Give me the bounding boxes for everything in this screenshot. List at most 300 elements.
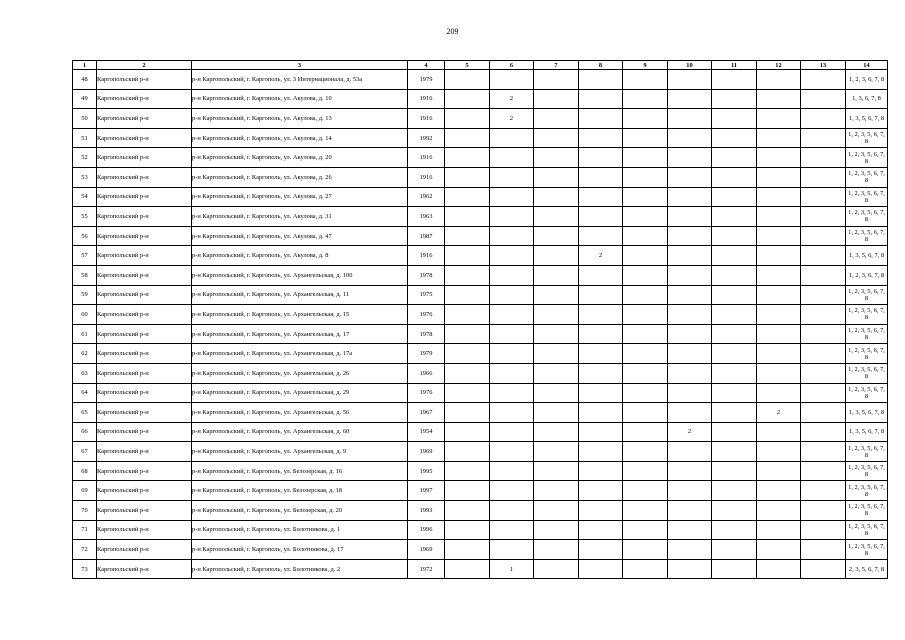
row-number: 66 (73, 422, 97, 442)
address-cell: р-н Каргопольский, г. Каргополь, ул. Архангельская, д. 100 (192, 265, 408, 285)
col13-cell (801, 403, 846, 423)
column-header-9: 9 (623, 61, 668, 70)
col11-cell (712, 70, 757, 90)
col13-cell (801, 559, 846, 579)
col9-cell (623, 70, 668, 90)
table-row (73, 422, 888, 442)
col6-cell (490, 148, 534, 168)
col11-cell (712, 363, 757, 383)
row-number: 52 (73, 148, 97, 168)
col13-cell (801, 109, 846, 129)
table-row (73, 403, 888, 423)
col6-cell (490, 442, 534, 462)
row-number: 65 (73, 403, 97, 423)
col7-cell (534, 403, 579, 423)
col10-cell (668, 324, 712, 344)
col7-cell (534, 481, 579, 501)
col7-cell (534, 167, 579, 187)
district-cell: Каргопольский р-н (97, 89, 192, 109)
codes-cell: 1, 2, 3, 5, 6, 7, 8 (846, 305, 888, 325)
col5-cell (445, 422, 490, 442)
col13-cell (801, 461, 846, 481)
col13-cell (801, 501, 846, 521)
district-cell: Каргопольский р-н (97, 442, 192, 462)
column-header-6: 6 (490, 61, 534, 70)
col10-cell (668, 305, 712, 325)
district-cell: Каргопольский р-н (97, 461, 192, 481)
col9-cell (623, 422, 668, 442)
table-row (73, 148, 888, 168)
col13-cell (801, 246, 846, 266)
year-cell: 1979 (408, 344, 445, 364)
col10-cell: 2 (668, 422, 712, 442)
col6-cell (490, 187, 534, 207)
codes-cell: 1, 2, 3, 5, 6, 7, 8 (846, 187, 888, 207)
col13-cell (801, 207, 846, 227)
column-header-10: 10 (668, 61, 712, 70)
address-cell: р-н Каргопольский, г. Каргополь, ул. Архангельская, д. 11 (192, 285, 408, 305)
col12-cell (757, 207, 801, 227)
col13-cell (801, 520, 846, 540)
district-cell: Каргопольский р-н (97, 128, 192, 148)
col12-cell (757, 344, 801, 364)
col12-cell (757, 481, 801, 501)
col5-cell (445, 442, 490, 462)
table-row (73, 363, 888, 383)
col6-cell (490, 128, 534, 148)
row-number: 69 (73, 481, 97, 501)
district-cell: Каргопольский р-н (97, 403, 192, 423)
col5-cell (445, 344, 490, 364)
col10-cell (668, 187, 712, 207)
col6-cell (490, 324, 534, 344)
page-number: 209 (446, 27, 459, 36)
col8-cell (579, 442, 623, 462)
col10-cell (668, 285, 712, 305)
address-cell: р-н Каргопольский, г. Каргополь, ул. Акулова, д. 10 (192, 89, 408, 109)
row-number: 59 (73, 285, 97, 305)
table-row (73, 246, 888, 266)
district-cell: Каргопольский р-н (97, 305, 192, 325)
col9-cell (623, 501, 668, 521)
address-cell: р-н Каргопольский, г. Каргополь, ул. Болотникова, д. 17 (192, 540, 408, 560)
year-cell: 1992 (408, 128, 445, 148)
col9-cell (623, 246, 668, 266)
col7-cell (534, 265, 579, 285)
col6-cell (490, 422, 534, 442)
col9-cell (623, 265, 668, 285)
district-cell: Каргопольский р-н (97, 363, 192, 383)
col13-cell (801, 422, 846, 442)
year-cell: 1987 (408, 226, 445, 246)
col11-cell (712, 187, 757, 207)
codes-cell: 1, 2, 3, 5, 6, 7, 8 (846, 461, 888, 481)
col11-cell (712, 344, 757, 364)
codes-cell: 1, 2, 3, 5, 6, 7, 8 (846, 128, 888, 148)
col9-cell (623, 344, 668, 364)
district-cell: Каргопольский р-н (97, 324, 192, 344)
table-row (73, 207, 888, 227)
col5-cell (445, 324, 490, 344)
col11-cell (712, 383, 757, 403)
col11-cell (712, 109, 757, 129)
row-number: 64 (73, 383, 97, 403)
col11-cell (712, 89, 757, 109)
row-number: 70 (73, 501, 97, 521)
col8-cell (579, 285, 623, 305)
col13-cell (801, 187, 846, 207)
col5-cell (445, 226, 490, 246)
col10-cell (668, 148, 712, 168)
col10-cell (668, 265, 712, 285)
col8-cell (579, 265, 623, 285)
table-row (73, 285, 888, 305)
codes-cell: 1, 2, 3, 5, 6, 7, 8 (846, 167, 888, 187)
col6-cell (490, 344, 534, 364)
district-cell: Каргопольский р-н (97, 246, 192, 266)
district-cell: Каргопольский р-н (97, 70, 192, 90)
col12-cell (757, 285, 801, 305)
col12-cell (757, 246, 801, 266)
table-row (73, 324, 888, 344)
table-row (73, 559, 888, 579)
col9-cell (623, 520, 668, 540)
col6-cell: 2 (490, 109, 534, 129)
col6-cell (490, 285, 534, 305)
col6-cell (490, 70, 534, 90)
codes-cell: 1, 3, 5, 6, 7, 8 (846, 109, 888, 129)
col6-cell (490, 501, 534, 521)
col7-cell (534, 344, 579, 364)
col8-cell (579, 324, 623, 344)
col6-cell (490, 383, 534, 403)
col7-cell (534, 187, 579, 207)
col9-cell (623, 481, 668, 501)
col7-cell (534, 285, 579, 305)
table-row (73, 442, 888, 462)
col5-cell (445, 540, 490, 560)
year-cell: 1975 (408, 285, 445, 305)
address-cell: р-н Каргопольский, г. Каргополь, ул. Акулова, д. 20 (192, 148, 408, 168)
table-row (73, 344, 888, 364)
col12-cell (757, 305, 801, 325)
district-cell: Каргопольский р-н (97, 383, 192, 403)
codes-cell: 2, 3, 5, 6, 7, 8 (846, 559, 888, 579)
year-cell: 1963 (408, 207, 445, 227)
col11-cell (712, 128, 757, 148)
year-cell: 1962 (408, 187, 445, 207)
codes-cell: 1, 3, 5, 6, 7, 8 (846, 246, 888, 266)
col5-cell (445, 403, 490, 423)
col12-cell (757, 148, 801, 168)
col8-cell (579, 226, 623, 246)
col7-cell (534, 148, 579, 168)
year-cell: 1996 (408, 520, 445, 540)
column-header-2: 2 (97, 61, 192, 70)
row-number: 53 (73, 167, 97, 187)
col6-cell (490, 481, 534, 501)
col5-cell (445, 246, 490, 266)
table-row (73, 461, 888, 481)
registry-table (72, 60, 888, 579)
address-cell: р-н Каргопольский, г. Каргополь, ул. Белозерская, д. 20 (192, 501, 408, 521)
col11-cell (712, 559, 757, 579)
col13-cell (801, 265, 846, 285)
address-cell: р-н Каргопольский, г. Каргополь, ул. Архангельская, д. 29 (192, 383, 408, 403)
col6-cell (490, 461, 534, 481)
row-number: 73 (73, 559, 97, 579)
col9-cell (623, 461, 668, 481)
col12-cell (757, 89, 801, 109)
col12-cell (757, 520, 801, 540)
col11-cell (712, 461, 757, 481)
col8-cell (579, 520, 623, 540)
codes-cell: 1, 2, 3, 5, 6, 7, 8 (846, 285, 888, 305)
year-cell: 1916 (408, 148, 445, 168)
year-cell: 1978 (408, 265, 445, 285)
address-cell: р-н Каргопольский, г. Каргополь, ул. Архангельская, д. 26 (192, 363, 408, 383)
col12-cell (757, 540, 801, 560)
col7-cell (534, 305, 579, 325)
col11-cell (712, 422, 757, 442)
col6-cell (490, 226, 534, 246)
row-number: 55 (73, 207, 97, 227)
codes-cell: 1, 2, 3, 5, 6, 7, 8 (846, 520, 888, 540)
address-cell: р-н Каргопольский, г. Каргополь, ул. Архангельская, д. 17 (192, 324, 408, 344)
table-row (73, 109, 888, 129)
col8-cell (579, 344, 623, 364)
district-cell: Каргопольский р-н (97, 265, 192, 285)
address-cell: р-н Каргопольский, г. Каргополь, ул. Архангельская, д. 56 (192, 403, 408, 423)
col7-cell (534, 559, 579, 579)
codes-cell: 1, 2, 3, 5, 6, 7, 8 (846, 481, 888, 501)
address-cell: р-н Каргопольский, г. Каргополь, ул. Белозерская, д. 18 (192, 481, 408, 501)
col13-cell (801, 89, 846, 109)
col12-cell (757, 559, 801, 579)
col12-cell (757, 226, 801, 246)
col8-cell (579, 481, 623, 501)
codes-cell: 1, 3, 5, 6, 7, 8 (846, 403, 888, 423)
col10-cell (668, 167, 712, 187)
col9-cell (623, 403, 668, 423)
col5-cell (445, 559, 490, 579)
year-cell: 1916 (408, 246, 445, 266)
address-cell: р-н Каргопольский, г. Каргополь, ул. Акулова, д. 14 (192, 128, 408, 148)
codes-cell: 1, 2, 3, 5, 6, 7, 8 (846, 501, 888, 521)
address-cell: р-н Каргопольский, г. Каргополь, ул. Акулова, д. 26 (192, 167, 408, 187)
address-cell: р-н Каргопольский, г. Каргополь, ул. Акулова, д. 47 (192, 226, 408, 246)
col13-cell (801, 481, 846, 501)
address-cell: р-н Каргопольский, г. Каргополь, ул. Акулова, д. 8 (192, 246, 408, 266)
col5-cell (445, 109, 490, 129)
codes-cell: 1, 2, 3, 5, 6, 7, 8 (846, 324, 888, 344)
col8-cell (579, 128, 623, 148)
col11-cell (712, 520, 757, 540)
col8-cell (579, 148, 623, 168)
address-cell: р-н Каргопольский, г. Каргополь, ул. 3 Интернационала, д. 53а (192, 70, 408, 90)
district-cell: Каргопольский р-н (97, 109, 192, 129)
col7-cell (534, 363, 579, 383)
table-row (73, 89, 888, 109)
col8-cell (579, 559, 623, 579)
codes-cell: 1, 2, 3, 5, 6, 7, 8 (846, 344, 888, 364)
col5-cell (445, 461, 490, 481)
col10-cell (668, 559, 712, 579)
col13-cell (801, 383, 846, 403)
col9-cell (623, 128, 668, 148)
col12-cell (757, 187, 801, 207)
col5-cell (445, 520, 490, 540)
address-cell: р-н Каргопольский, г. Каргополь, ул. Акулова, д. 27 (192, 187, 408, 207)
district-cell: Каргопольский р-н (97, 540, 192, 560)
col5-cell (445, 481, 490, 501)
codes-cell: 1, 3, 5, 6, 7, 8 (846, 422, 888, 442)
row-number: 67 (73, 442, 97, 462)
codes-cell: 1, 2, 3, 6, 7, 8 (846, 70, 888, 90)
header-row (73, 61, 888, 70)
year-cell: 1976 (408, 305, 445, 325)
col6-cell (490, 363, 534, 383)
col10-cell (668, 520, 712, 540)
col7-cell (534, 540, 579, 560)
year-cell: 1972 (408, 559, 445, 579)
year-cell: 1916 (408, 89, 445, 109)
col12-cell (757, 167, 801, 187)
col8-cell (579, 167, 623, 187)
col7-cell (534, 109, 579, 129)
table-row (73, 187, 888, 207)
row-number: 62 (73, 344, 97, 364)
year-cell: 1954 (408, 422, 445, 442)
col7-cell (534, 207, 579, 227)
col11-cell (712, 305, 757, 325)
col6-cell (490, 305, 534, 325)
col11-cell (712, 285, 757, 305)
col12-cell (757, 442, 801, 462)
col8-cell (579, 187, 623, 207)
col5-cell (445, 128, 490, 148)
col5-cell (445, 383, 490, 403)
col11-cell (712, 167, 757, 187)
col10-cell (668, 344, 712, 364)
col12-cell (757, 461, 801, 481)
col9-cell (623, 285, 668, 305)
table-row (73, 128, 888, 148)
col10-cell (668, 461, 712, 481)
col7-cell (534, 461, 579, 481)
col9-cell (623, 226, 668, 246)
col6-cell: 2 (490, 89, 534, 109)
col9-cell (623, 324, 668, 344)
col6-cell (490, 403, 534, 423)
col6-cell (490, 167, 534, 187)
col5-cell (445, 363, 490, 383)
col11-cell (712, 226, 757, 246)
col11-cell (712, 246, 757, 266)
district-cell: Каргопольский р-н (97, 285, 192, 305)
table-row (73, 265, 888, 285)
row-number: 49 (73, 89, 97, 109)
codes-cell: 1, 2, 3, 5, 6, 7, 8 (846, 363, 888, 383)
year-cell: 1969 (408, 540, 445, 560)
col7-cell (534, 89, 579, 109)
col11-cell (712, 442, 757, 462)
col13-cell (801, 442, 846, 462)
codes-cell: 1, 2, 3, 5, 6, 7, 8 (846, 207, 888, 227)
col5-cell (445, 285, 490, 305)
col9-cell (623, 109, 668, 129)
year-cell: 1976 (408, 383, 445, 403)
col7-cell (534, 520, 579, 540)
col5-cell (445, 187, 490, 207)
row-number: 48 (73, 70, 97, 90)
col8-cell: 2 (579, 246, 623, 266)
col12-cell (757, 265, 801, 285)
col7-cell (534, 422, 579, 442)
table-body (73, 70, 888, 579)
codes-cell: 1, 2, 3, 5, 6, 7, 8 (846, 383, 888, 403)
col11-cell (712, 265, 757, 285)
address-cell: р-н Каргопольский, г. Каргополь, ул. Акулова, д. 13 (192, 109, 408, 129)
col9-cell (623, 207, 668, 227)
col10-cell (668, 383, 712, 403)
column-header-5: 5 (445, 61, 490, 70)
col8-cell (579, 207, 623, 227)
col7-cell (534, 70, 579, 90)
col9-cell (623, 148, 668, 168)
address-cell: р-н Каргопольский, г. Каргополь, ул. Болотникова, д. 2 (192, 559, 408, 579)
col11-cell (712, 207, 757, 227)
col9-cell (623, 442, 668, 462)
table-row (73, 167, 888, 187)
col9-cell (623, 559, 668, 579)
year-cell: 1916 (408, 167, 445, 187)
col13-cell (801, 226, 846, 246)
col8-cell (579, 403, 623, 423)
row-number: 58 (73, 265, 97, 285)
col6-cell (490, 540, 534, 560)
col5-cell (445, 265, 490, 285)
col8-cell (579, 363, 623, 383)
col8-cell (579, 540, 623, 560)
district-cell: Каргопольский р-н (97, 207, 192, 227)
col12-cell (757, 109, 801, 129)
year-cell: 1997 (408, 481, 445, 501)
col5-cell (445, 305, 490, 325)
codes-cell: 1, 2, 3, 5, 6, 7, 8 (846, 442, 888, 462)
col13-cell (801, 324, 846, 344)
row-number: 56 (73, 226, 97, 246)
col9-cell (623, 187, 668, 207)
col10-cell (668, 501, 712, 521)
row-number: 72 (73, 540, 97, 560)
col5-cell (445, 207, 490, 227)
col7-cell (534, 226, 579, 246)
col8-cell (579, 109, 623, 129)
col13-cell (801, 363, 846, 383)
row-number: 51 (73, 128, 97, 148)
col8-cell (579, 501, 623, 521)
year-cell: 1993 (408, 501, 445, 521)
col10-cell (668, 403, 712, 423)
address-cell: р-н Каргопольский, г. Каргополь, ул. Архангельская, д. 17а (192, 344, 408, 364)
address-cell: р-н Каргопольский, г. Каргополь, ул. Архангельская, д. 60 (192, 422, 408, 442)
col7-cell (534, 501, 579, 521)
col12-cell (757, 70, 801, 90)
row-number: 50 (73, 109, 97, 129)
codes-cell: 1, 3, 6, 7, 8 (846, 89, 888, 109)
table-row (73, 226, 888, 246)
